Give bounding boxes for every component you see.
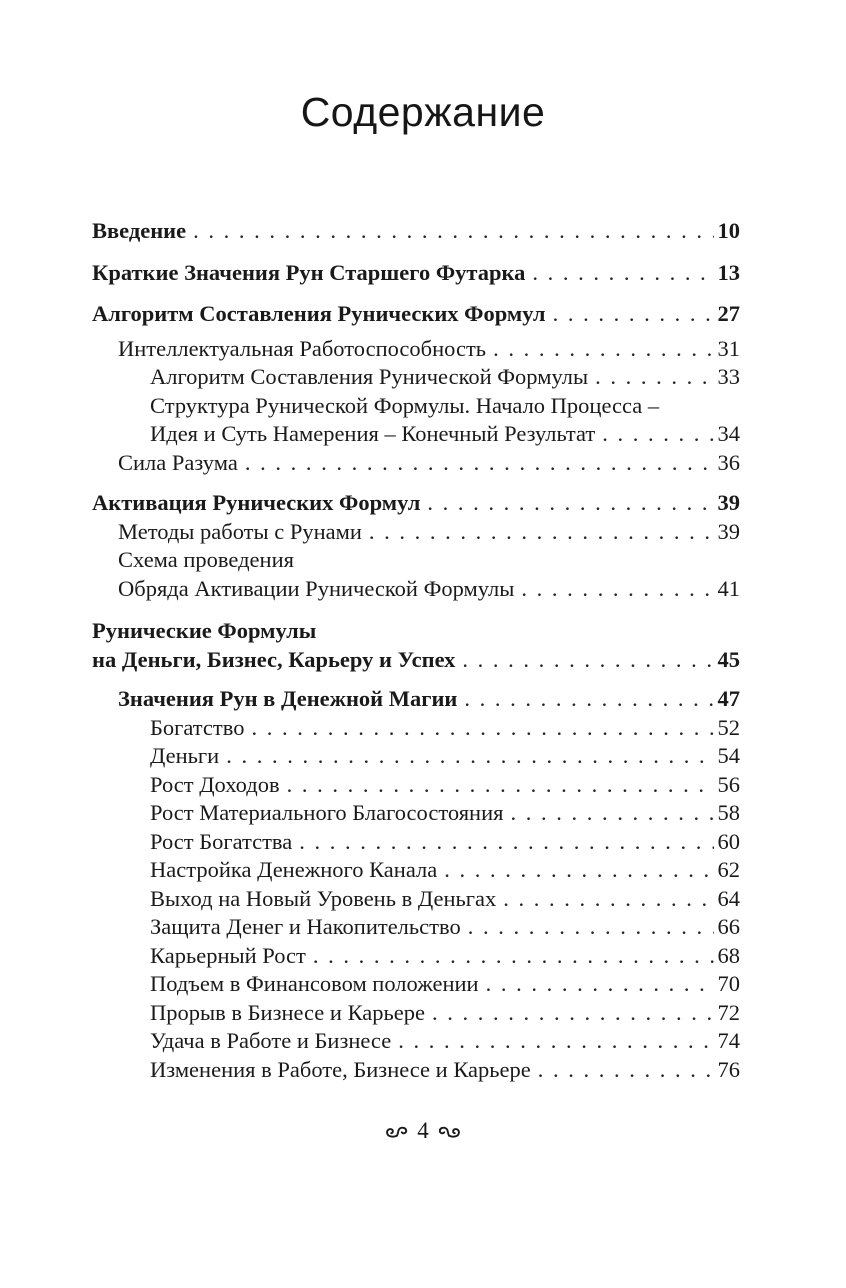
toc-entry-label: Алгоритм Составления Рунических Формул	[92, 301, 546, 327]
toc-entry-page: 39	[717, 518, 740, 544]
fleuron-right-icon	[437, 1125, 461, 1138]
toc-entry-page: 64	[717, 885, 740, 911]
dot-leader	[245, 449, 714, 478]
toc-entry-label: Рунические Формулы	[92, 618, 317, 644]
toc-entry-label: Деньги	[150, 743, 220, 769]
toc-entry-label: Рост Доходов	[150, 771, 280, 797]
toc-entry-label: Активация Рунических Формул	[92, 490, 421, 516]
toc-entry-page: 41	[717, 575, 740, 601]
toc-entry-label: Рост Материального Благосостояния	[150, 800, 504, 826]
dot-leader	[503, 885, 713, 914]
toc-entry-label: Схема проведения	[118, 547, 294, 573]
toc-entry-label: Интеллектуальная Работоспособность	[118, 335, 487, 361]
toc-entry	[92, 575, 740, 604]
dot-leader	[595, 363, 713, 392]
toc-entry-label: Богатство	[150, 714, 245, 740]
toc-entry-page: 27	[717, 301, 740, 327]
toc-entry	[92, 685, 740, 714]
dot-leader	[251, 714, 713, 743]
toc-entry-label: Защита Денег и Накопительство	[150, 914, 461, 940]
dot-leader	[226, 742, 713, 771]
dot-leader	[468, 913, 714, 942]
dot-leader	[521, 575, 713, 604]
toc-entry-page: 56	[717, 771, 740, 797]
toc-entry-page: 66	[717, 914, 740, 940]
toc-entry-label: Краткие Значения Рун Старшего Футарка	[92, 259, 526, 285]
toc-entry-page: 68	[717, 942, 740, 968]
toc-entry	[92, 942, 740, 971]
toc-entry-label: на Деньги, Бизнес, Карьеру и Успех	[92, 646, 456, 672]
toc-entry	[92, 799, 740, 828]
toc-entry	[92, 489, 740, 518]
toc-entry	[92, 913, 740, 942]
toc-entry	[92, 885, 740, 914]
dot-leader	[462, 646, 713, 675]
dot-leader	[193, 217, 713, 246]
toc-entry	[92, 546, 740, 575]
toc-entry-label: Значения Рун в Денежной Магии	[118, 686, 458, 712]
dot-leader	[464, 685, 713, 714]
dot-leader	[553, 300, 714, 329]
toc-entry-page: 36	[717, 449, 740, 475]
toc-entry	[92, 518, 740, 547]
toc-entry-label: Изменения в Работе, Бизнесе и Карьере	[150, 1056, 531, 1082]
toc-entry-label: Удача в Работе и Бизнесе	[150, 1028, 392, 1054]
toc-entry-page: 13	[717, 259, 740, 285]
toc-entry-page: 76	[717, 1056, 740, 1082]
toc-entry	[92, 217, 740, 246]
toc-entry-page: 52	[717, 714, 740, 740]
dot-leader	[432, 999, 713, 1028]
toc-entry	[92, 335, 740, 364]
toc-entry-label: Прорыв в Бизнесе и Карьере	[150, 999, 426, 1025]
dot-leader	[427, 489, 713, 518]
toc-entry-label: Идея и Суть Намерения – Конечный Результат	[150, 421, 596, 447]
dot-leader	[398, 1027, 713, 1056]
toc-entry	[92, 999, 740, 1028]
toc-entry-page: 60	[717, 828, 740, 854]
toc-entry-page: 58	[717, 800, 740, 826]
toc-entry-label: Методы работы с Рунами	[118, 518, 362, 544]
page-title: Содержание	[300, 89, 546, 135]
toc-entry-label: Настройка Денежного Канала	[150, 857, 438, 883]
dot-leader	[493, 335, 713, 364]
dot-leader	[486, 970, 714, 999]
toc-entry-label: Карьерный Рост	[150, 942, 306, 968]
dot-leader	[287, 771, 714, 800]
toc-entry	[92, 856, 740, 885]
toc-entry-label: Введение	[92, 218, 187, 244]
dot-leader	[313, 942, 714, 971]
toc-entry-page: 72	[717, 999, 740, 1025]
toc-entry-page: 74	[717, 1028, 740, 1054]
page-footer	[0, 1118, 846, 1144]
dot-leader	[369, 518, 714, 547]
footer-page-number: 4	[417, 1118, 429, 1144]
toc-entry-page: 39	[717, 490, 740, 516]
dot-leader	[532, 259, 713, 288]
toc-entry	[92, 970, 740, 999]
toc-entry-page: 34	[717, 421, 740, 447]
toc-entry	[92, 1056, 740, 1085]
toc-entry	[92, 742, 740, 771]
fleuron-left-icon	[385, 1125, 409, 1138]
toc-entry	[92, 1027, 740, 1056]
toc-entry	[92, 420, 740, 449]
toc-entry-page: 47	[717, 686, 740, 712]
dot-leader	[602, 420, 713, 449]
toc-entry	[92, 300, 740, 329]
table-of-contents	[92, 217, 740, 1084]
toc-entry-label: Рост Богатства	[150, 828, 293, 854]
toc-entry-label: Подъем в Финансовом положении	[150, 971, 479, 997]
toc-entry-page: 31	[717, 335, 740, 361]
toc-entry-page: 62	[717, 857, 740, 883]
toc-entry	[92, 617, 740, 646]
toc-entry-page: 45	[717, 646, 740, 672]
toc-entry	[92, 828, 740, 857]
toc-entry-label: Обряда Активации Рунической Формулы	[118, 575, 515, 601]
toc-entry-label: Структура Рунической Формулы. Начало Процесса –	[150, 392, 660, 418]
toc-entry	[92, 771, 740, 800]
toc-entry	[92, 259, 740, 288]
dot-leader	[510, 799, 713, 828]
book-page	[0, 88, 846, 1288]
toc-entry-page: 70	[717, 971, 740, 997]
dot-leader	[444, 856, 713, 885]
toc-entry-page: 33	[717, 364, 740, 390]
toc-entry	[92, 392, 740, 421]
dot-leader	[538, 1056, 714, 1085]
toc-entry	[92, 714, 740, 743]
toc-entry-label: Алгоритм Составления Рунической Формулы	[150, 364, 589, 390]
toc-entry-page: 54	[717, 743, 740, 769]
toc-entry-label: Выход на Новый Уровень в Деньгах	[150, 885, 497, 911]
toc-entry	[92, 363, 740, 392]
toc-entry	[92, 646, 740, 675]
dot-leader	[299, 828, 713, 857]
toc-entry	[92, 449, 740, 478]
toc-entry-page: 10	[717, 218, 740, 244]
toc-entry-label: Сила Разума	[118, 449, 238, 475]
